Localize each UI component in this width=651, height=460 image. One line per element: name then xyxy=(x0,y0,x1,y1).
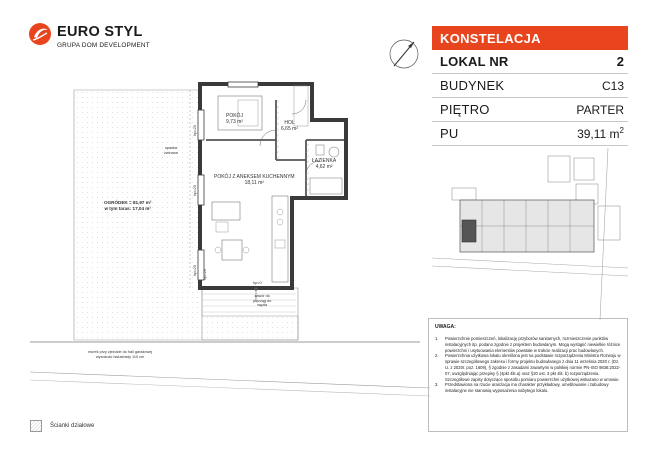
info-value xyxy=(577,126,624,141)
info-label: PIĘTRO xyxy=(440,102,490,117)
info-row-pu xyxy=(432,122,628,146)
logo-subtitle: GRUPA DOM DEVELOPMENT xyxy=(57,42,150,49)
info-label: PU xyxy=(440,126,459,141)
room-label-hol xyxy=(281,120,298,133)
area-unit-exponent: 2 xyxy=(619,126,624,135)
wall-height-mark: hp=20 xyxy=(192,125,197,136)
wall-height-mark: hp=20 xyxy=(192,185,197,196)
room-name: HOL xyxy=(284,120,295,126)
threshold-label: hp=0 xyxy=(253,281,262,285)
info-row-pietro xyxy=(432,98,628,122)
partition-wall-swatch-icon xyxy=(30,420,42,432)
info-row-budynek xyxy=(432,74,628,98)
room-name: POKÓJ xyxy=(226,113,243,119)
room-name: POKÓJ Z ANEKSEM KUCHENNYM xyxy=(214,174,295,180)
valve-label: zawór do płęcząg do węzła xyxy=(253,294,272,308)
logo-name: EURO STYL xyxy=(57,24,143,40)
terrace-area: w tym taras: 17,04 m² xyxy=(104,205,151,211)
garden-label xyxy=(104,200,151,211)
legend-label: Ścianki działowe xyxy=(50,423,95,429)
room-area: 6,65 m² xyxy=(281,126,298,133)
garden-area: OGRÓDEK = 81,97 m² xyxy=(104,200,152,205)
info-label: LOKAL NR xyxy=(440,54,509,69)
room-area: 4,62 m² xyxy=(315,164,333,171)
wall-height-mark: hp=20 xyxy=(192,265,197,276)
gravel-strip-label: opaska żwirowa xyxy=(164,146,178,155)
info-row-lokal xyxy=(432,50,628,74)
room-label-pokoj xyxy=(226,113,243,126)
note-text: Powierzchnia użytkowa lokalu określona jest na podstawie rozporządzenia Ministra Rozwoju w sprawie szczegółowego zakresu i formy projektu budowlanego z dnia 11 września 2020 r. (Dz. U. z 2020r. poz. 1609), § zgodnie z zasadami zawartymi w polskiej normie PN-ISO 9836:2022-07, uwzględniając przepisy § (4pkt 4lit.a) oraz §20 ust. 3 pkt 4lit. b) rozporządzenia. Szczegółowe zapisy dotyczące sposobu pomiaru powierzchni użytkowej wskazano w umowie. xyxy=(445,353,621,382)
info-value: 2 xyxy=(616,54,624,69)
room-area: 9,73 m² xyxy=(226,119,243,126)
site-location-map xyxy=(432,148,628,320)
room-area: 18,11 m² xyxy=(244,180,264,187)
wall-note: murek przy zjeździe do hali garażowej wysokość balustrady 110 cm xyxy=(88,350,153,359)
area-value: 39,11 m xyxy=(577,127,620,141)
project-name: KONSTELACJA xyxy=(440,30,541,46)
info-value: PARTER xyxy=(576,102,624,117)
note-item: 3. Przedstawiona na rzucie aranżacja ma charakter przykładowy, umeblowanie i zabudowy instalacyjne nie stanowią wyposażenia nabytego lokalu. xyxy=(435,382,609,394)
notes-title: UWAGA: xyxy=(435,324,456,330)
project-header xyxy=(432,26,628,50)
room-name: ŁAZIENKA xyxy=(312,158,337,164)
note-text: Przedstawiona na rzucie aranżacja ma charakter przykładowy, umeblowanie i zabudowy instalacyjne nie stanowią wyposażenia nabytego lokalu. xyxy=(445,382,609,394)
note-item: 1. Powierzchnie pomieszczeń, lokalizację przyborów sanitarnych, rozmieszczenie punktów instalacyjnych itp. podano zgodnie z projektem budowlanym. Mogą wystąpić niewielkie różnice powierzchni i usytuowania elementów powstałe w trakcie realizacji prac budowlanych. xyxy=(435,336,621,353)
room-label-lazienka xyxy=(312,158,336,171)
note-text: Powierzchnie pomieszczeń, lokalizację przyborów sanitarnych, rozmieszczenie punktów instalacyjnych itp. podano zgodnie z projektem budowlanym. Mogą wystąpić niewielkie różnice powierzchni i usytuowania elementów powstałe w trakcie realizacji prac budowlanych. xyxy=(445,336,621,353)
notes-box xyxy=(428,318,628,432)
notes-list xyxy=(435,336,621,394)
room-label-pokoj-aneks xyxy=(214,174,295,187)
compass-icon xyxy=(390,40,418,68)
info-value: C13 xyxy=(601,78,624,93)
unit-info-panel xyxy=(432,26,628,146)
highlighted-unit-marker xyxy=(462,220,476,242)
info-label: BUDYNEK xyxy=(440,78,505,93)
note-item: 2. Powierzchnia użytkowa lokalu określona jest na podstawie rozporządzenia Ministra Rozwoju w sprawie szczegółowego zakresu i formy projektu budowlanego z dnia 11 września 2020 r. (Dz. U. z 2020r. poz. 1609), § zgodnie z zasadami zawartymi w polskiej normie PN-ISO 9836:2022-07, uwzględniając przepisy § (4pkt 4lit.a) oraz §20 ust. 3 pkt 4lit. b) rozporządzenia. Szczegółowe zapisy dotyczące sposobu pomiaru powierzchni użytkowej wskazano w umowie. xyxy=(435,353,621,382)
wall-height-mark: hp=20 xyxy=(202,269,207,280)
legend xyxy=(30,420,94,432)
